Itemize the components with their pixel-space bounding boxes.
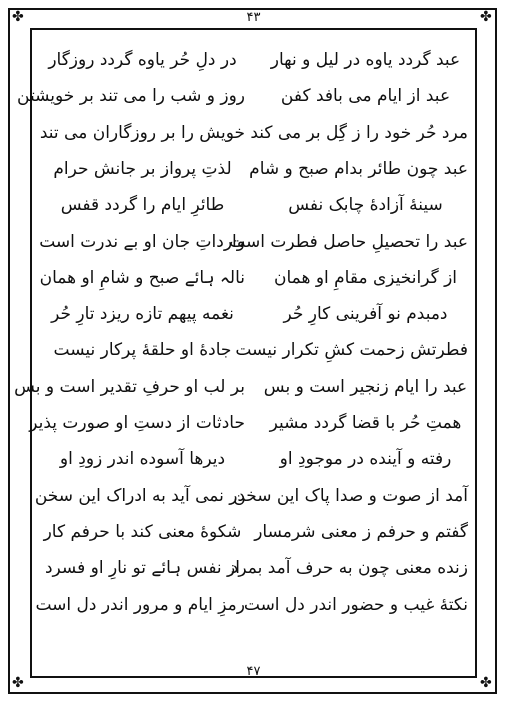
couplet-row [40,45,468,75]
verse-right-hemistich: دمبدم نو آفرینی کارِ حُر [283,304,448,325]
verse-right-hemistich: از گرانخیزی مقامِ او همان [273,267,458,288]
verse-left-hemistich: بر لب او حرفِ تقدیر است و بس [14,376,245,397]
verse-right-hemistich: نکتهٔ غیب و حضور اندر دل است [243,594,468,615]
verse-right-hemistich: فطرتش زحمت کشِ تکرار نیست [235,340,468,361]
couplet-row [40,444,468,474]
verse-left-hemistich: شکوهٔ معنی کند با حرفم کار [43,521,242,542]
verse-right-hemistich: رفته و آینده در موجودِ او [279,449,452,470]
header-mark: ۴۳ [246,10,261,25]
couplet-row [40,263,468,293]
corner-ornament-top-right: ✤ [480,9,492,25]
verse-left-hemistich: طائرِ ایام را گردد قفس [60,195,225,216]
verse-right-hemistich: آمد از صوت و صدا پاک این سخن [233,485,468,506]
verse-right-hemistich: زنده معنی چون به حرف آمد بمرد [230,558,468,579]
couplet-row [17,81,468,111]
verse-left-hemistich: در دلِ حُر یاوه گردد روزگار [48,50,237,70]
verse-right-hemistich: همتِ حُر با قضا گردد مشیر [269,413,462,433]
couplet-row [40,517,468,547]
couplet-row [35,590,468,620]
couplet-row [34,481,468,511]
verse-left-hemistich: نغمه پیهم تازه ریزد تارِ حُر [51,304,234,325]
verse-right-hemistich: گفتم و حرفم ز معنی شرمسار [254,521,468,542]
corner-ornament-bottom-right: ✤ [480,675,492,691]
verse-right-hemistich: سینهٔ آزادهٔ چابک نفس [288,195,443,216]
verse-left-hemistich: حادثات از دستِ او صورت پذیر [29,413,245,433]
verse-left-hemistich: نالہ ہائے صبح و شامِ او همان [39,267,245,288]
couplet-row [29,408,468,438]
corner-ornament-bottom-left: ✤ [12,675,24,691]
verse-right-hemistich: عبد چون طائر بدام صبح و شام [249,158,468,179]
verse-right-hemistich: مرد حُر خود را ز گِل بر می کند [250,122,468,143]
verse-right-hemistich: عبد را ایام زنجیر است و بس [263,376,468,397]
verse-left-hemistich: از نفس ہائے تو نارِ او فسرد [44,558,240,579]
couplet-row [40,190,468,220]
verse-left-hemistich: رمزِ ایام و مرور اندر دل است [35,594,245,615]
verse-left-hemistich: در نمی آید به ادراک این سخن [34,485,245,506]
couplet-row [40,154,468,184]
verse-right-hemistich: عبد از ایام می بافد کفن [280,86,451,107]
verse-left-hemistich: وارداتِ جان او بے ندرت است [39,231,245,252]
page-number: ۴۷ [246,664,261,679]
couplet-row [40,227,468,257]
couplet-row [14,372,468,402]
couplet-row [40,118,468,148]
verse-left-hemistich: خویش را بر روزگاران می تند [39,122,245,143]
verse-left-hemistich: روز و شب را می تند بر خویشتن [17,86,245,107]
verse-right-hemistich: عبد گردد یاوه در لیل و نهار [270,50,461,70]
poem-body [14,42,468,652]
couplet-row [40,299,468,329]
couplet-row [40,553,468,583]
verse-left-hemistich: لذتِ پرواز بر جانش حرام [53,158,232,179]
couplet-row [40,335,468,365]
verse-right-hemistich: عبد را تحصیلِ حاصل فطرت است [229,231,468,252]
verse-left-hemistich: دیرها آسوده اندر زودِ او [59,449,226,470]
verse-left-hemistich: جادهٔ او حلقهٔ پرکار نیست [53,340,232,361]
corner-ornament-top-left: ✤ [12,9,24,25]
